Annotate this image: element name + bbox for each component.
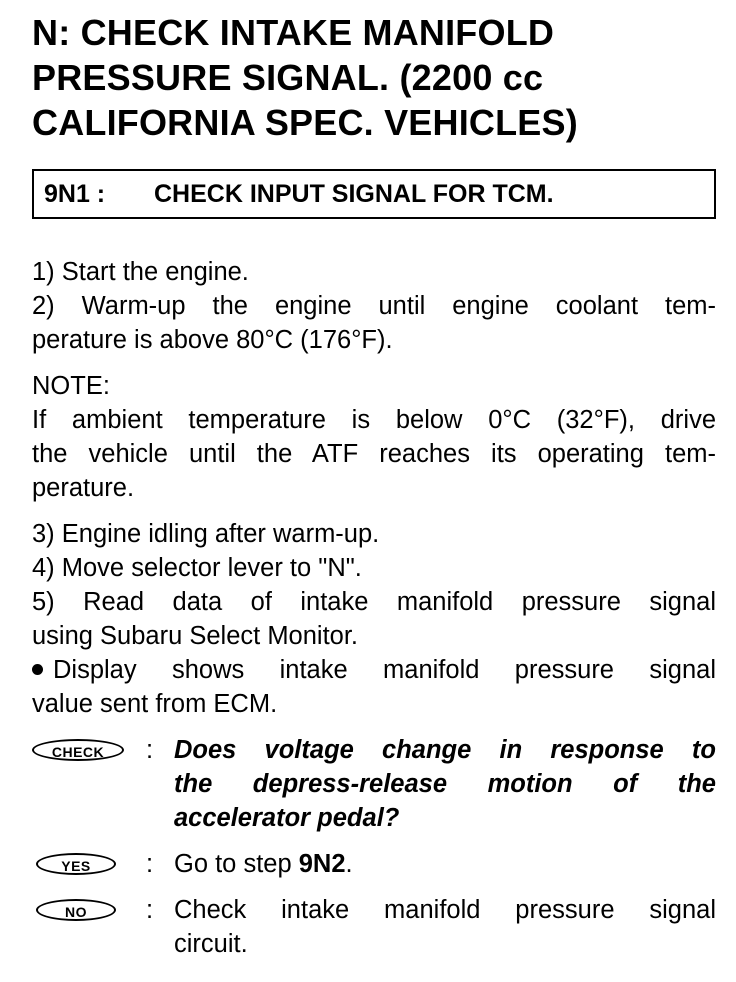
bullet-text-1: Display shows intake manifold pressure signal <box>53 656 716 684</box>
yes-row <box>32 847 716 881</box>
procedure-step-2-line-2: perature is above 80°C (176°F). <box>32 326 393 354</box>
step-code: 9N1 : <box>44 179 106 208</box>
title-line-3: CALIFORNIA SPEC. VEHICLES) <box>32 102 578 143</box>
note-heading: NOTE: <box>32 372 110 400</box>
section-title <box>32 10 716 145</box>
procedure-step-3: 3) Engine idling after warm-up. <box>32 520 380 548</box>
bullet-dot-icon <box>32 664 43 675</box>
title-line-2: PRESSURE SIGNAL. (2200 cc <box>32 57 544 98</box>
procedure-step-5-line-1: 5) Read data of intake manifold pressure signal <box>32 588 716 616</box>
procedure-step-1: 1) Start the engine. <box>32 258 249 286</box>
note-block <box>32 369 716 505</box>
no-colon: : <box>146 896 154 924</box>
check-question-line-3: accelerator pedal? <box>174 804 400 832</box>
step-label: CHECK INPUT SIGNAL FOR TCM. <box>154 179 554 208</box>
procedure-block-2 <box>32 517 716 721</box>
title-line-1: N: CHECK INTAKE MANIFOLD <box>32 12 555 53</box>
yes-answer-suffix: . <box>345 850 353 878</box>
check-block <box>32 733 716 961</box>
note-line-1: If ambient temperature is below 0°C (32°F), drive <box>32 406 716 434</box>
check-question <box>174 733 716 835</box>
note-line-2: the vehicle until the ATF reaches its operating tem- <box>32 440 716 468</box>
no-badge-icon: NO <box>36 899 116 921</box>
procedure-step-5-line-2: using Subaru Select Monitor. <box>32 622 359 650</box>
check-badge-icon: CHECK <box>32 739 124 761</box>
yes-badge-icon: YES <box>36 853 116 875</box>
note-line-3: perature. <box>32 474 135 502</box>
procedure-step-4: 4) Move selector lever to "N". <box>32 554 362 582</box>
yes-step-ref: 9N2 <box>298 850 346 878</box>
yes-colon: : <box>146 850 154 878</box>
step-header-box <box>32 169 716 219</box>
procedure-block-1 <box>32 255 716 357</box>
check-row <box>32 733 716 835</box>
bullet-line-1 <box>32 653 716 687</box>
yes-answer <box>174 847 716 881</box>
manual-page <box>32 10 716 961</box>
yes-answer-text: Go to step <box>174 850 299 878</box>
check-colon: : <box>146 736 154 764</box>
no-answer <box>174 893 716 961</box>
bullet-line-2: value sent from ECM. <box>32 690 278 718</box>
check-question-line-2: the depress-release motion of the <box>174 770 716 798</box>
no-row <box>32 893 716 961</box>
check-question-line-1: Does voltage change in response to <box>174 736 716 764</box>
no-answer-line-1: Check intake manifold pressure signal <box>174 896 716 924</box>
no-answer-line-2: circuit. <box>174 930 248 958</box>
procedure-step-2-line-1: 2) Warm-up the engine until engine coolant tem- <box>32 292 716 320</box>
